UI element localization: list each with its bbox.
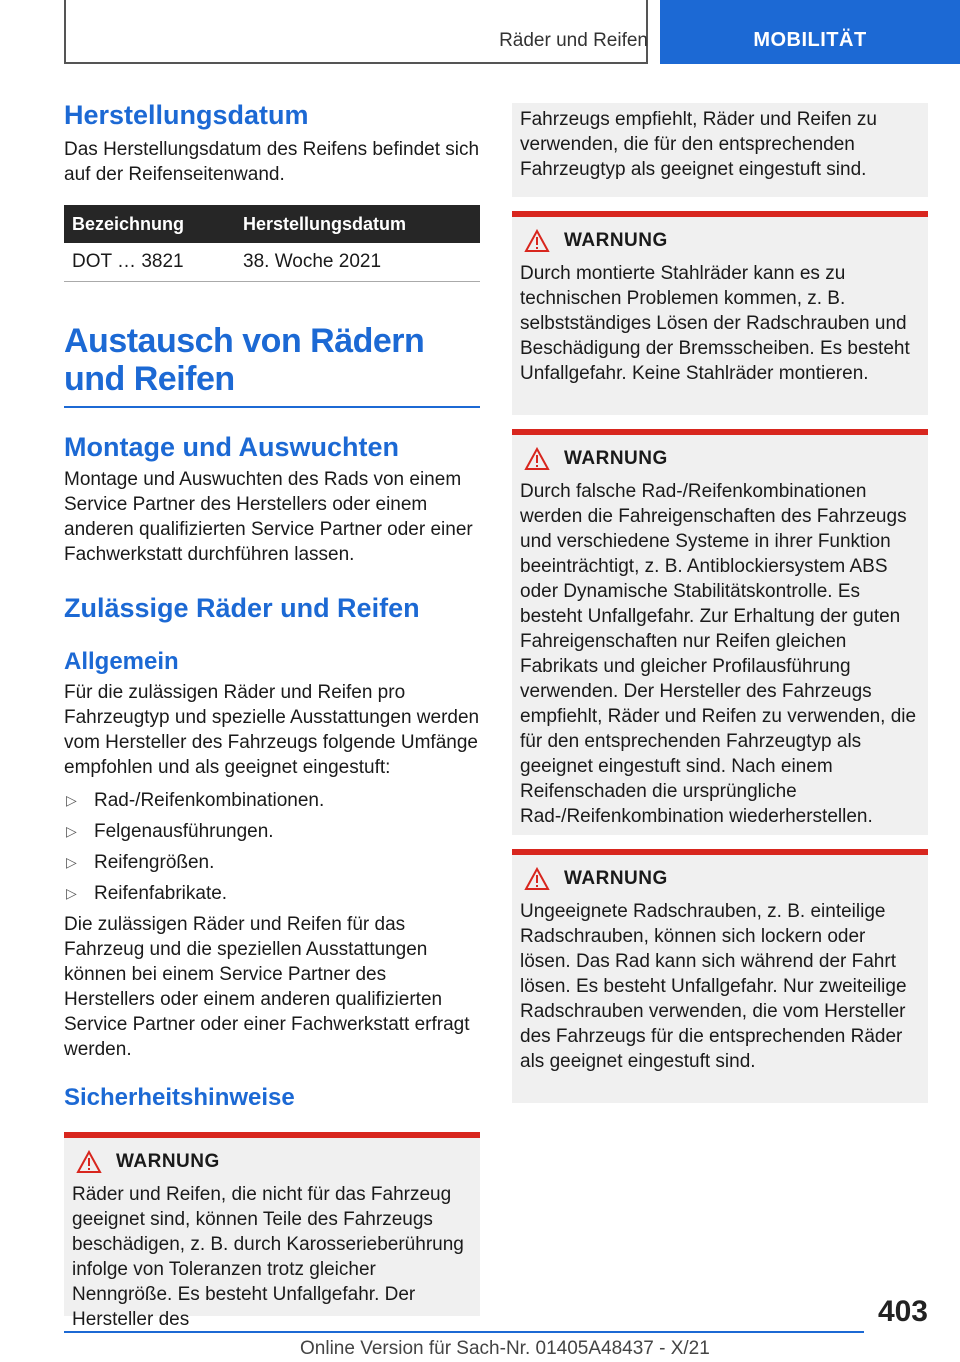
warning-triangle-icon xyxy=(524,229,550,253)
left-column xyxy=(64,100,480,1330)
paragraph-after-list: Die zulässigen Räder und Reifen für das Fahrzeug und die speziellen Ausstattungen können bei einem Service Partner des Herstellers oder einem anderen qualifizierten Service Partner oder einer Fachwerkstatt erfragt werden. xyxy=(64,914,470,1060)
warning-text-4: Ungeeignete Radschrauben, z. B. einteilige Radschrauben, können sich lockern oder lösen. Das Rad kann sich während der Fahrt lösen. Es besteht Unfallgefahr. Nur zweiteilige Radschrauben verwenden, die vom Hersteller des Fahrzeugs für die entsprechenden Räder als geeignet eingestuft sind. xyxy=(520,901,907,1072)
warning-box-2 xyxy=(512,211,928,415)
list-item: ▷ Reifenfabrikate. xyxy=(66,883,228,904)
warning-label: WARNUNG xyxy=(564,868,668,889)
section-title: Räder und Reifen xyxy=(499,30,648,51)
warning-triangle-icon xyxy=(524,447,550,471)
right-column xyxy=(512,103,928,1103)
heading-rule xyxy=(64,406,480,408)
warning-box-3 xyxy=(512,429,928,835)
triangle-bullet-icon: ▷ xyxy=(66,885,77,901)
heading-allowed: Zulässige Räder und Reifen xyxy=(64,593,420,623)
warning-triangle-icon xyxy=(524,867,550,891)
heading-manufacture-date: Herstellungsdatum xyxy=(64,100,309,130)
table-row xyxy=(64,243,480,282)
warning-label: WARNUNG xyxy=(564,230,668,251)
table-header-row xyxy=(64,205,480,243)
heading-exchange: Austausch von Rädern und Reifen xyxy=(64,322,425,398)
warning-text-1-continued: Fahrzeugs empfiehlt, Räder und Reifen zu verwenden, die für den entsprechenden Fahrzeugtyp als geeignet eingestuft sind. xyxy=(520,109,877,180)
warning-box-4 xyxy=(512,849,928,1103)
triangle-bullet-icon: ▷ xyxy=(66,823,77,839)
list-item: ▷ Reifengrößen. xyxy=(66,852,215,873)
triangle-bullet-icon: ▷ xyxy=(66,792,77,808)
triangle-bullet-icon: ▷ xyxy=(66,854,77,870)
warning-label: WARNUNG xyxy=(116,1151,220,1172)
warning-box-1 xyxy=(64,1132,480,1330)
warning-triangle-icon xyxy=(76,1150,102,1174)
heading-safety: Sicherheitshinweise xyxy=(64,1084,295,1111)
list-item: ▷ Felgenausführungen. xyxy=(66,821,274,842)
heading-general: Allgemein xyxy=(64,648,179,675)
warning-text-3: Durch falsche Rad-/Reifenkombinationen werden die Fahreigenschaften des Fahrzeugs und verschiedene Systeme in ihrer Funktion beeinträchtigt, z. B. Antiblockiersystem ABS oder Dynamische Stabilitätskontrolle. Es besteht Unfallgefahr. Zur Erhaltung der guten Fahreigenschaften nur Reifen gleichen Fabrikats und gleicher Profilausführung verwenden. Der Hersteller des Fahrzeugs empfiehlt, Räder und Reifen zu verwenden, die für den entsprechenden Fahrzeugtyp als geeignet eingestuft sind. Nach einem Reifenschaden die ursprüngliche Rad-/Reifenkombination wiederherstellen. xyxy=(520,481,917,827)
table-cell-week: 38. Woche 2021 xyxy=(235,243,480,282)
paragraph-general: Für die zulässigen Räder und Reifen pro Fahrzeugtyp und spezielle Ausstattungen werden vom Hersteller des Fahrzeugs folgende Umfänge empfohlen und als geeignet eingestuft: xyxy=(64,682,480,778)
manufacture-date-table xyxy=(64,205,480,282)
table-header-designation: Bezeichnung xyxy=(64,205,235,243)
heading-mounting: Montage und Auswuchten xyxy=(64,432,399,462)
footer-online-version: Online Version für Sach-Nr. 01405A48437 - X/21 xyxy=(300,1338,710,1359)
warning-text-2: Durch montierte Stahlräder kann es zu technischen Problemen kommen, z. B. selbstständiges Lösen der Radschrauben und Beschädigung der Bremsscheiben. Es besteht Unfallgefahr. Keine Stahlräder montieren. xyxy=(520,263,910,384)
list-item: ▷ Rad-/Reifenkombinationen. xyxy=(66,790,325,811)
chapter-tab: MOBILITÄT xyxy=(660,0,960,64)
warning-text-1: Räder und Reifen, die nicht für das Fahrzeug geeignet sind, können Teile des Fahrzeugs beschädigen, z. B. durch Karosserieberührung infolge von Toleranzen trotz gleicher Nenngröße. Es besteht Unfallgefahr. Der Hersteller des xyxy=(72,1184,464,1330)
warning-label: WARNUNG xyxy=(564,448,668,469)
paragraph-manufacture-date: Das Herstellungsdatum des Reifens befindet sich auf der Reifenseitenwand. xyxy=(64,139,480,185)
table-header-manufacture-date: Herstellungsdatum xyxy=(235,205,480,243)
footer-rule xyxy=(64,1331,864,1333)
table-cell-dot: DOT … 3821 xyxy=(64,243,235,282)
paragraph-mounting: Montage und Auswuchten des Rads von einem Service Partner des Herstellers oder einem anderen qualifizierten Service Partner oder einer Fachwerkstatt durchführen lassen. xyxy=(64,469,473,565)
warning-box-1-continued xyxy=(512,103,928,197)
page-number: 403 xyxy=(877,1295,928,1328)
bullet-list xyxy=(64,788,480,906)
